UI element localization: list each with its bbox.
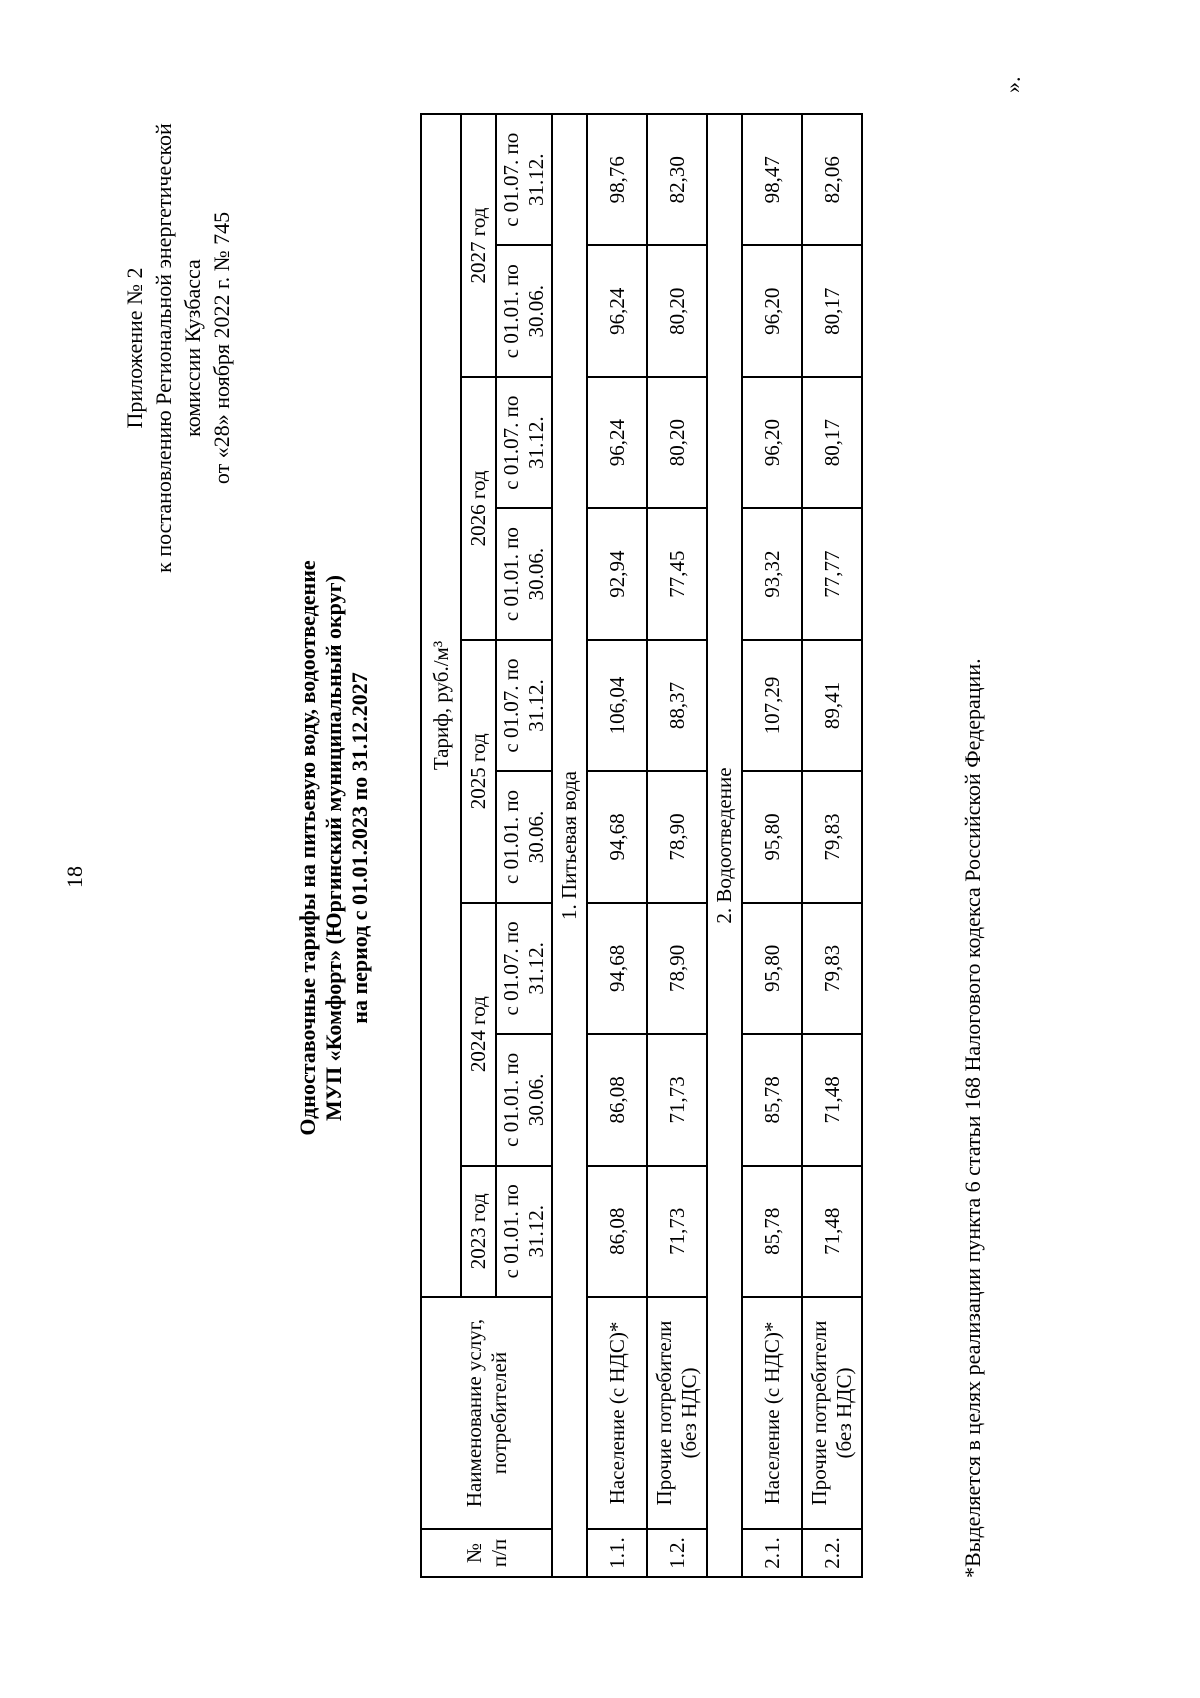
tariff-cell: 96,20 (742, 377, 802, 508)
header-period: с 01.01. по 30.06. (496, 1034, 552, 1165)
table-row (802, 114, 862, 1577)
page-number: 18 (62, 866, 87, 888)
tariff-cell: 71,73 (647, 1166, 707, 1297)
section-title: 2. Водоотведение (707, 114, 742, 1577)
header-year: 2026 год (461, 377, 496, 640)
tariff-cell: 85,78 (742, 1034, 802, 1165)
tariff-cell: 71,48 (802, 1166, 862, 1297)
row-name: Население (с НДС)* (587, 1297, 647, 1529)
row-num: 1.1. (587, 1529, 647, 1577)
tariff-cell: 71,48 (802, 1034, 862, 1165)
tariff-cell: 82,06 (802, 114, 862, 246)
tariff-cell: 79,83 (802, 771, 862, 902)
appendix-line: к постановлению Региональной энергетической (151, 123, 176, 573)
tariff-cell: 107,29 (742, 640, 802, 771)
appendix-line: от «28» ноября 2022 г. № 745 (209, 211, 234, 485)
row-name: Население (с НДС)* (742, 1297, 802, 1529)
header-period: с 01.07. по 31.12. (496, 377, 552, 508)
header-name: Наименование услуг, потребителей (421, 1297, 552, 1529)
tariff-cell: 92,94 (587, 508, 647, 639)
appendix-line: комиссии Кузбасса (180, 259, 205, 437)
header-year: 2027 год (461, 114, 496, 377)
row-num: 1.2. (647, 1529, 707, 1577)
title-line: Одноставочные тарифы на питьевую воду, водоотведение (295, 560, 320, 1136)
table-row (742, 114, 802, 1577)
tariff-cell: 89,41 (802, 640, 862, 771)
document-title (295, 298, 373, 1398)
header-period: с 01.01. по 30.06. (496, 246, 552, 377)
row-name: Прочие потребители (без НДС) (802, 1297, 862, 1529)
tariff-cell: 80,20 (647, 246, 707, 377)
tariff-cell: 80,17 (802, 377, 862, 508)
tariff-cell: 96,24 (587, 377, 647, 508)
tariff-cell: 79,83 (802, 903, 862, 1034)
table-row (647, 114, 707, 1577)
tariff-cell: 77,45 (647, 508, 707, 639)
tariff-cell: 86,08 (587, 1166, 647, 1297)
header-period: с 01.01. по 30.06. (496, 771, 552, 902)
footnote: *Выделяется в целях реализации пункта 6 статьи 168 Налогового кодекса Российской Федерации. (960, 658, 985, 1578)
tariff-cell: 82,30 (647, 114, 707, 246)
header-period: с 01.07. по 31.12. (496, 640, 552, 771)
table-row (587, 114, 647, 1577)
tariff-cell: 78,90 (647, 903, 707, 1034)
tariff-cell: 94,68 (587, 771, 647, 902)
closing-quote-mark: ». (1000, 76, 1025, 93)
tariff-cell: 94,68 (587, 903, 647, 1034)
header-period: с 01.01. по 31.12. (496, 1166, 552, 1297)
header-year: 2023 год (461, 1166, 496, 1297)
tariff-cell: 86,08 (587, 1034, 647, 1165)
tariff-cell: 88,37 (647, 640, 707, 771)
tariff-cell: 80,17 (802, 246, 862, 377)
header-period: с 01.07. по 31.12. (496, 114, 552, 246)
tariff-cell: 98,76 (587, 114, 647, 246)
tariff-cell: 98,47 (742, 114, 802, 246)
header-tariff-unit: Тариф, руб./м³ (421, 114, 461, 1297)
tariff-cell: 106,04 (587, 640, 647, 771)
tariff-cell: 95,80 (742, 903, 802, 1034)
tariff-cell: 85,78 (742, 1166, 802, 1297)
tariff-cell: 77,77 (802, 508, 862, 639)
row-num: 2.2. (802, 1529, 862, 1577)
tariff-cell: 80,20 (647, 377, 707, 508)
section-title: 1. Питьевая вода (552, 114, 587, 1577)
tariff-cell: 71,73 (647, 1034, 707, 1165)
header-num: № п/п (421, 1529, 552, 1577)
tariff-cell: 96,24 (587, 246, 647, 377)
tariff-cell: 96,20 (742, 246, 802, 377)
header-year: 2025 год (461, 640, 496, 903)
tariff-cell: 78,90 (647, 771, 707, 902)
header-period: с 01.01. по 30.06. (496, 508, 552, 639)
tariff-cell: 93,32 (742, 508, 802, 639)
appendix-line: Приложение № 2 (122, 267, 147, 429)
row-name: Прочие потребители (без НДС) (647, 1297, 707, 1529)
header-period: с 01.07. по 31.12. (496, 903, 552, 1034)
header-year: 2024 год (461, 903, 496, 1166)
title-line: МУП «Комфорт» (Юргинский муниципальный округ) (321, 575, 346, 1121)
tariff-cell: 95,80 (742, 771, 802, 902)
tariff-table (420, 113, 863, 1578)
appendix-block (120, 48, 236, 648)
row-num: 2.1. (742, 1529, 802, 1577)
title-line: на период с 01.01.2023 по 31.12.2027 (347, 672, 372, 1024)
